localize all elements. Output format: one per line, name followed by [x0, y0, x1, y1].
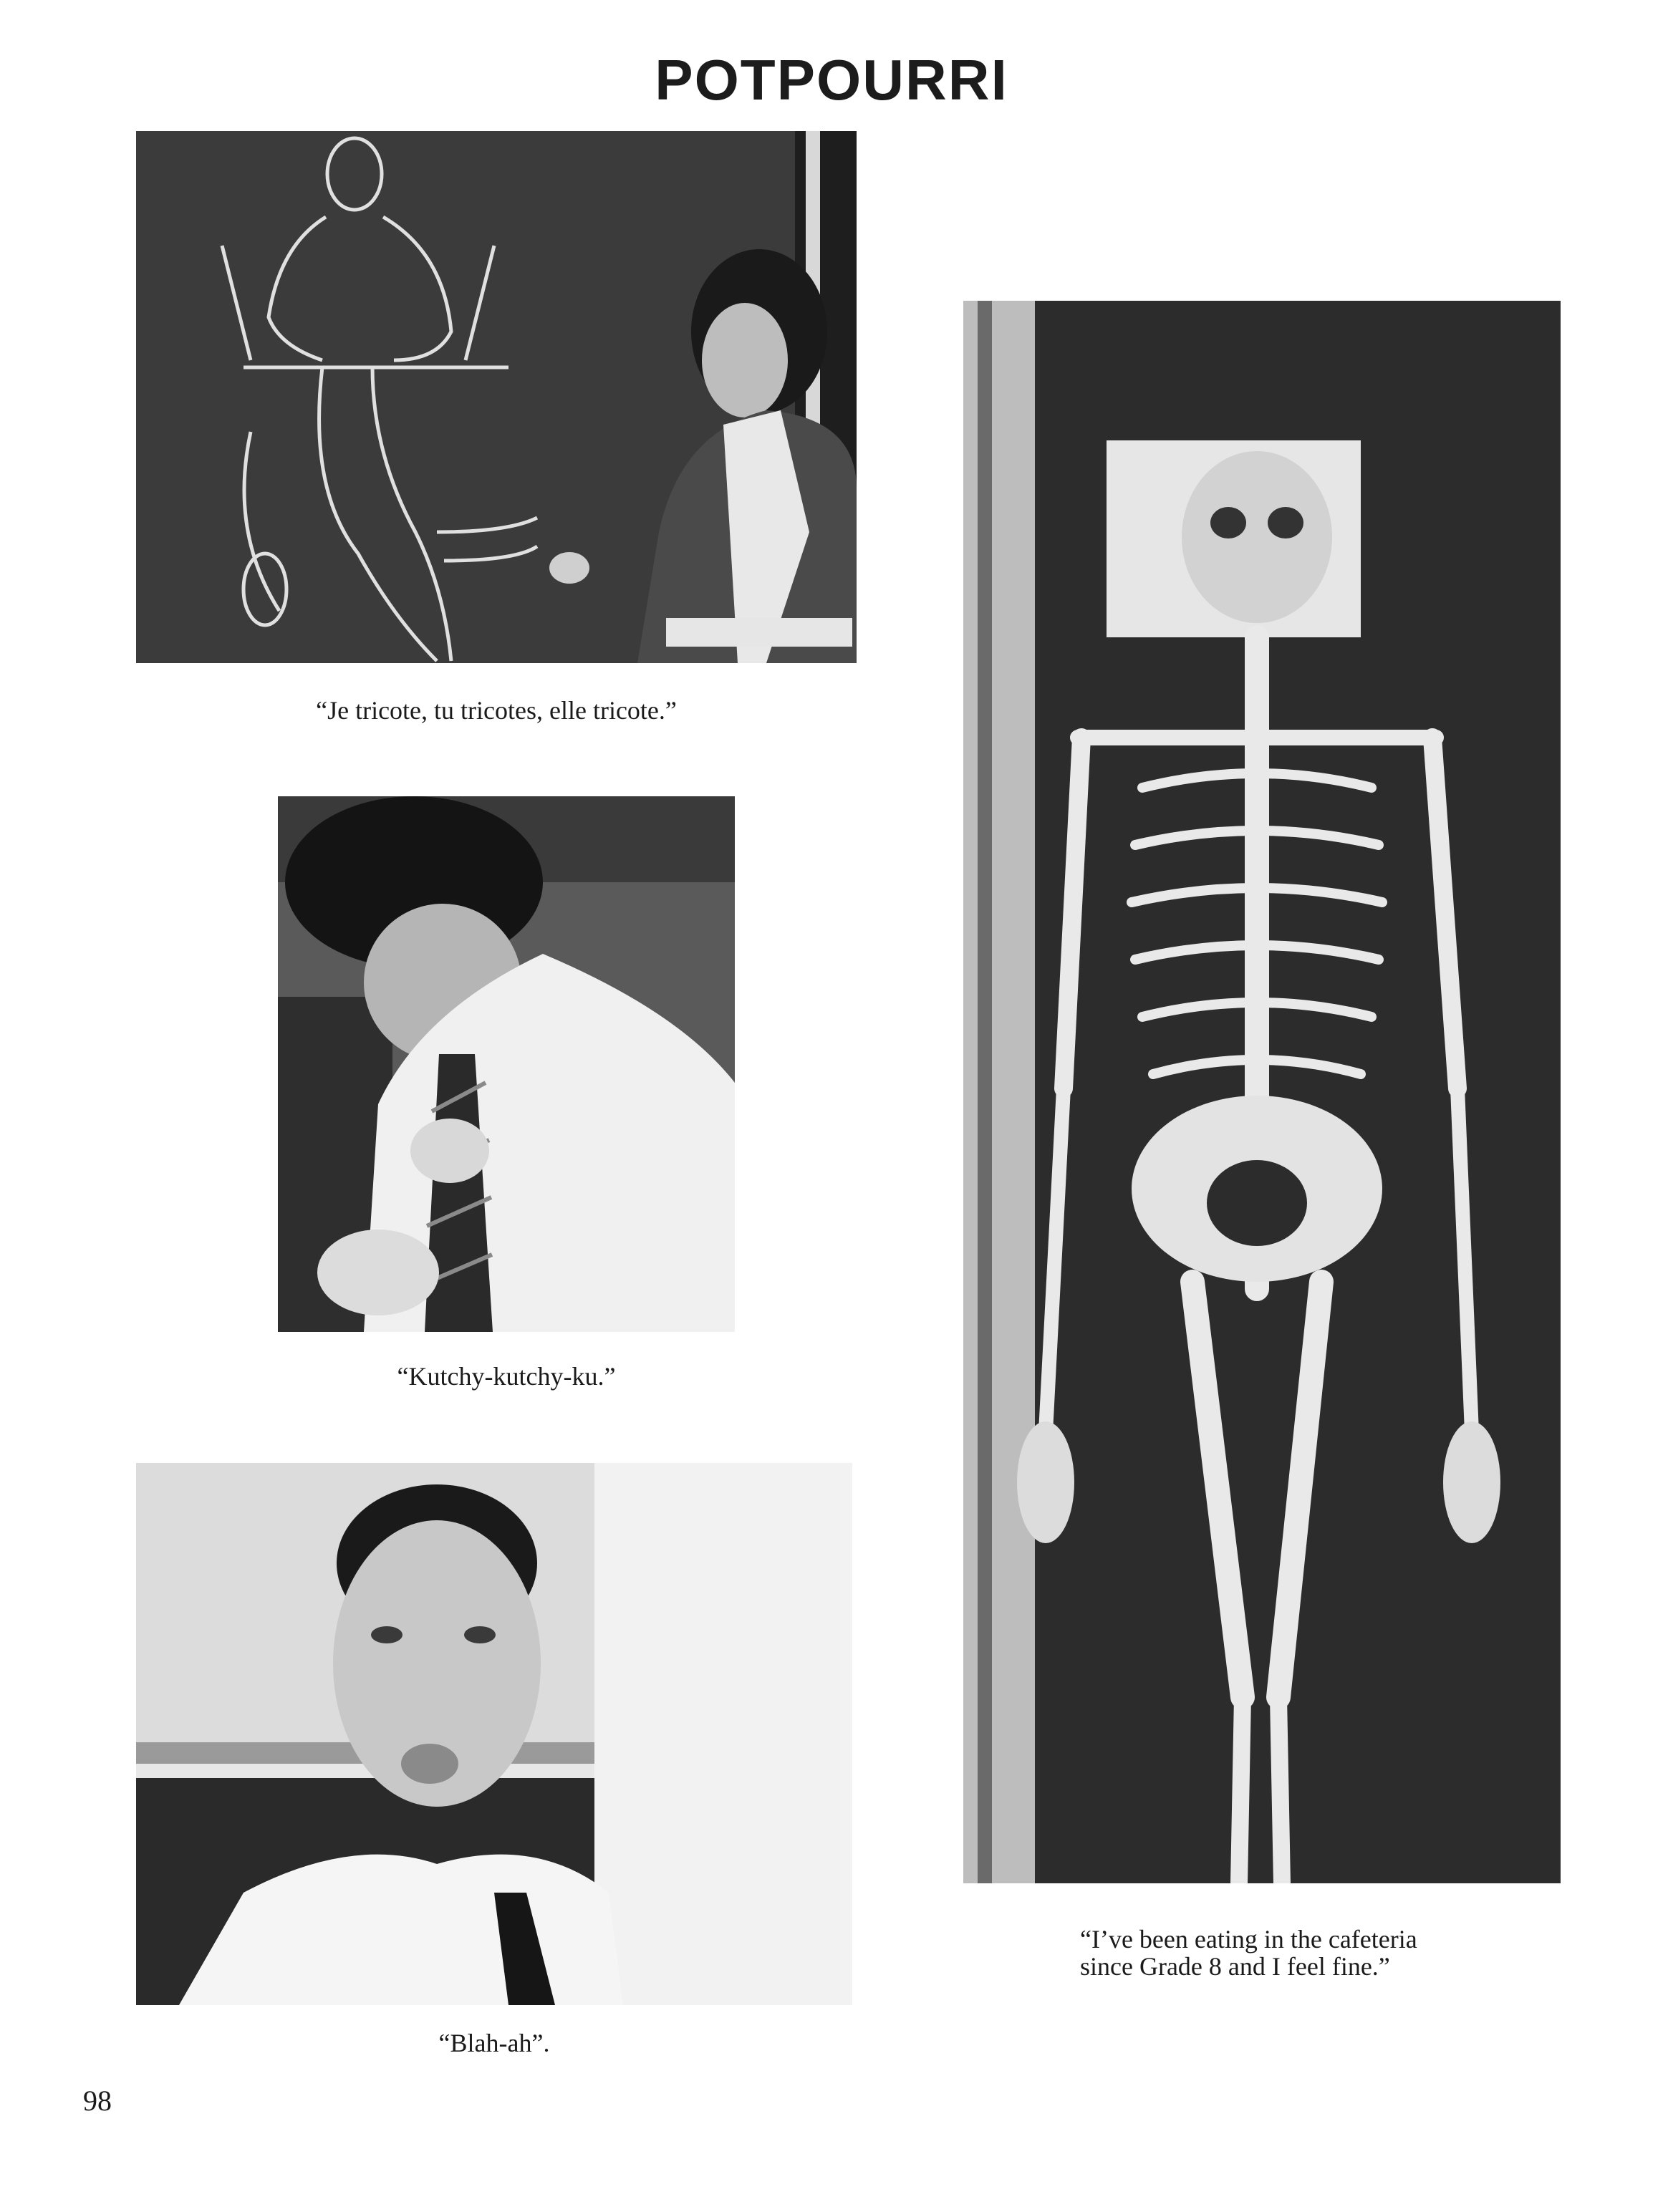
student-photo	[278, 796, 735, 1332]
portrait-caption: “Blah-ah”.	[438, 2029, 550, 2057]
portrait-photo	[136, 1463, 852, 2005]
chalkboard-caption: “Je tricote, tu tricotes, elle tricote.”	[316, 696, 677, 725]
portrait-photo-image	[136, 1463, 852, 2005]
chalkboard-photo-image	[136, 131, 857, 663]
page-number: 98	[83, 2085, 112, 2117]
student-photo-image	[278, 796, 735, 1332]
student-caption: “Kutchy-kutchy-ku.”	[397, 1362, 616, 1391]
chalkboard-photo	[136, 131, 857, 663]
page-title: POTPOURRI	[655, 48, 1008, 112]
skeleton-photo	[963, 301, 1561, 1883]
skeleton-caption-line-1: “I’ve been eating in the cafeteria	[1080, 1925, 1417, 1953]
skeleton-caption-line-2: since Grade 8 and I feel fine.”	[1080, 1952, 1390, 1981]
skeleton-photo-image	[963, 301, 1561, 1883]
